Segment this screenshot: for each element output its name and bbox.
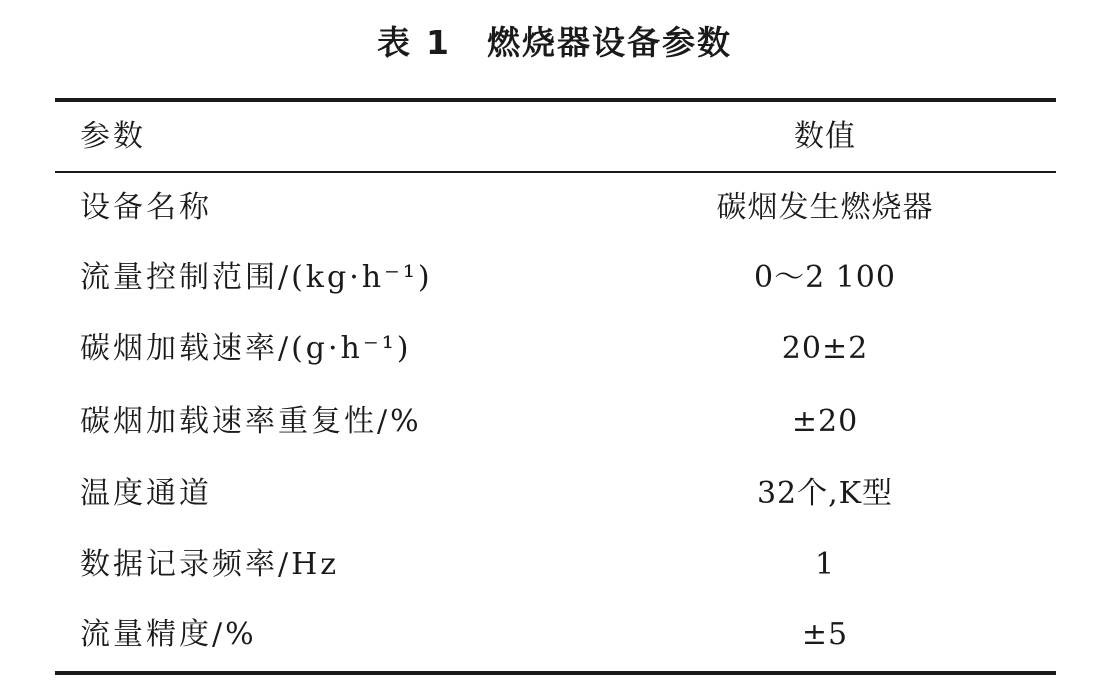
table-row — [55, 387, 1056, 457]
row-value: 1 — [814, 547, 836, 582]
table-row — [55, 459, 1056, 529]
row-param: 碳烟加载速率重复性/% — [80, 404, 422, 439]
row-param: 流量控制范围/(kg·h⁻¹) — [80, 260, 433, 295]
row-param: 温度通道 — [80, 476, 212, 511]
row-param: 数据记录频率/Hz — [80, 547, 340, 582]
row-param: 碳烟加载速率/(g·h⁻¹) — [80, 331, 412, 366]
table-row — [55, 314, 1056, 384]
row-value: 0～2 100 — [754, 260, 896, 295]
table-row — [55, 600, 1056, 670]
caption-number: 1 — [426, 23, 451, 62]
table-caption — [0, 18, 1109, 68]
row-value: ±20 — [791, 404, 859, 439]
row-param: 流量精度/% — [80, 617, 257, 652]
row-value: ±5 — [801, 617, 849, 652]
table-row — [55, 530, 1056, 600]
header-param: 参数 — [80, 119, 146, 154]
table-header-row — [55, 102, 1056, 172]
header-value: 数值 — [794, 119, 856, 154]
table-row — [55, 173, 1056, 243]
table-bottom-rule — [55, 671, 1056, 675]
row-param: 设备名称 — [80, 190, 212, 225]
caption-title: 燃烧器设备参数 — [486, 23, 732, 62]
caption-label: 表 — [377, 23, 413, 62]
table-row — [55, 243, 1056, 313]
row-value: 碳烟发生燃烧器 — [716, 190, 934, 225]
row-value: 20±2 — [781, 331, 869, 366]
row-value: 32个,K型 — [756, 476, 894, 511]
